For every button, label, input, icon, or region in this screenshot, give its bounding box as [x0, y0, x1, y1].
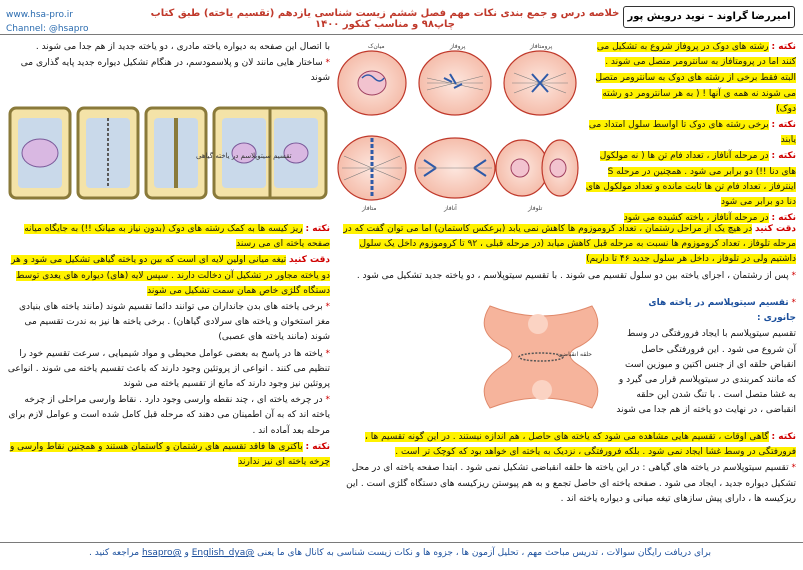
note-label: دقت کنید	[755, 224, 796, 234]
note-text: گاهی اوقات ، تقسیم هایی مشاهده می شود که یاخته های حاصل ، هم اندازه نیستند . در این گونه تقسیم ها ، فرورفتگی در وسط غشا ایجاد نمی شود . بلکه فرورفتگی ، نزدیک به یاخته ای خواهد بود که کوچک تر است .	[364, 432, 796, 458]
note-text: باکتری ها فاقد تقسیم های رشتمان و کاستمان هستند و همچنین نقاط وارسی و چرخه یاخته ای نیز ندارند	[9, 441, 330, 468]
bullet-marker: *	[325, 348, 330, 359]
bullet-marker: *	[791, 270, 796, 281]
stage-label: تلوفاز	[528, 205, 543, 212]
left-column-main	[6, 222, 330, 471]
note-paragraph	[335, 269, 796, 284]
author-box: امیررضا گراوند – نوید درویش پور	[623, 6, 795, 28]
document-title: خلاصه درس و جمع بندی نکات مهم فصل ششم زیست شناسی یازدهم (تقسیم یاخته) طبق کتاب چاپ۹۸ و مناسب کنکور ۱۴۰۰	[150, 8, 620, 30]
note-paragraph	[616, 327, 796, 418]
bullet-marker: *	[325, 302, 330, 313]
note-text: تیغه میانی اولین لایه ای است که بین دو یاخته گیاهی تشکیل می شود و هر دو یاخته مجاور در تشکیل آن دخالت دارند . سپس لایه (های) دیواره های یعدی توسط دستگاه گلژی خاص همان سمت تشکیل می شوند	[11, 255, 330, 296]
note-label: نکته :	[771, 120, 796, 131]
note-paragraph	[6, 440, 330, 470]
right-column-animal	[616, 296, 796, 420]
note-text: برخی رشته های دوک تا اواسط سلول امتداد می یابند	[588, 120, 796, 146]
footer-channel-link[interactable]: @English_dya	[191, 548, 255, 558]
note-text: در مرحله آنافاز ، یاخته کشیده می شود	[623, 213, 769, 224]
note-paragraph	[584, 118, 796, 148]
note-paragraph	[335, 461, 796, 507]
subtitle-paragraph	[616, 296, 796, 326]
note-paragraph	[6, 40, 330, 55]
note-text: یاخته ها در پاسخ به بعضی عوامل محیطی و مواد شیمیایی ، سرعت تقسیم خود را تنظیم می کنند . انواعی از پروتئین وجود دارند که باعث تقسیم یاخته می شوند . انواعی پروتئین نیز وجود دارند که مانع از تقسیم یاخته می شوند	[7, 348, 330, 390]
note-paragraph	[6, 347, 330, 393]
right-column-lower	[335, 430, 796, 508]
stage-label: پرومتافاز	[530, 43, 553, 50]
note-text: با اتصال این صفحه به دیواره یاخته مادری ، دو یاخته جدید از هم جدا می شوند .	[35, 42, 330, 52]
note-text: ریز کیسه ها به کمک رشته های دوک (بدون نیاز به میانک !!) به جایگاه میانه صفحه یاخته ای می رسند	[24, 224, 330, 250]
note-label: دقت کنید	[289, 255, 330, 266]
footer-suffix: مراجعه کنید .	[89, 548, 140, 558]
note-text: تقسیم سیتوپلاسم در یاخته های گیاهی : در این یاخته ها حلقه انقباضی تشکیل نمی شود . ابتدا صفحه یاخته ای در محل تشکیل دیواره جدید ، ایجاد می شود . صفحه یاخته ای حاصل تجمع و به هم پیوستن ریزکیسه های دستگاه گلژی است . این ریزکیسه ها ، دارای پیش سازهای تیغه میانی و دیواره یاخته اند .	[346, 463, 796, 504]
note-label: نکته :	[771, 151, 796, 162]
right-column-upper	[584, 40, 796, 227]
contractile-ring-illustration	[470, 296, 612, 418]
note-text: رشته های دوک در پروفاز شروع به تشکیل می کنند اما در پرومتافاز به سانترومر متصل می شوند .	[596, 42, 796, 68]
note-label: نکته :	[305, 441, 330, 452]
note-paragraph	[335, 430, 796, 460]
footer-rule	[0, 542, 803, 543]
note-paragraph	[6, 393, 330, 439]
stage-label: میان‌ک	[368, 43, 385, 50]
ring-label: حلقه انقباضی	[558, 351, 592, 358]
bullet-marker: *	[791, 298, 796, 308]
note-paragraph	[584, 149, 796, 210]
note-paragraph	[335, 222, 796, 268]
plant-cytokinesis-figure	[6, 78, 330, 218]
bullet-marker: *	[791, 463, 796, 474]
note-text: ساختار هایی مانند لان و پلاسمودسم، در هنگام تشکیل دیواره جدید پایه گذاری می شوند	[20, 58, 330, 84]
note-paragraph	[584, 40, 796, 70]
note-text: پس از رشتمان ، اجزای یاخته بین دو سلول تقسیم می شوند . با تقسیم سیتوپلاسم ، دو یاخته جدید تشکیل می شود .	[356, 270, 789, 281]
note-label: نکته :	[771, 432, 796, 442]
footer	[40, 548, 760, 558]
header-links	[6, 8, 88, 36]
note-paragraph	[584, 71, 796, 117]
note-text: در هیچ یک از مراحل رشتمان ، تعداد کروموزوم ها کاهش نمی یابد (برعکس کاستمان) اما می توان گفت که در مرحله تلوفاز ، تعداد کروموزوم ها نسبت به مرحله قبل کاهش میابد (در مرحله قبلی ، ۹۲ تا کروموزوم داخل یک سلول داشتیم ولی در تلوفاز ، داخل هر سلول جدید ۴۶ تا داریم)	[343, 224, 796, 265]
stage-label: پروفاز	[450, 43, 466, 50]
site-link[interactable]: www.hsa-pro.ir	[6, 10, 73, 20]
stage-label: آنافاز	[444, 205, 457, 212]
note-text: در چرخه یاخته ای ، چند نقطه وارسی وجود دارد . نقاط وارسی مراحلی از چرخه یاخته اند که به آن اطمینان می دهند که مرحله قبل کامل شده است و عوامل لازم برای مرحله بعد آماده اند .	[8, 395, 330, 436]
note-label: نکته :	[771, 213, 796, 224]
right-column-middle	[335, 222, 796, 285]
note-paragraph	[6, 222, 330, 252]
note-paragraph	[6, 300, 330, 346]
bullet-marker: *	[325, 395, 330, 406]
note-text: تقسیم سیتوپلاسم با ایجاد فرورفتگی در وسط آن شروع می شود . این فرورفتگی حاصل انقباض حلقه ای از جنس اکتین و میوزین است که مانند کمربندی در سیتوپلاسم قرار می گیرد و به غشا متصل است . با تنگ شدن این حلقه انقباضی ، در نهایت دو یاخته از هم جدا می شوند	[616, 329, 796, 416]
note-text: در مرحله آنافاز ، تعداد فام تن ها ( نه مولکول های دنا !!) دو برابر می شود . همچنین در مرحله S اینترفاز ، تعداد فام تن ها ثابت مانده و تعداد مولکول های دنا دو برابر می شود	[585, 151, 796, 208]
note-text: البته فقط برخی از رشته های دوک به سانترومر متصل می شوند نه همه ی آنها ! ( به هر سانترومر دو رشته دوک)	[595, 73, 796, 114]
mitosis-stages-illustration	[332, 38, 580, 218]
footer-channel-link[interactable]: @hsapro	[141, 548, 182, 558]
header-rule	[0, 34, 803, 35]
note-label: نکته :	[771, 42, 796, 52]
note-paragraph	[6, 253, 330, 299]
footer-text: برای دریافت رایگان سوالات ، تدریس مباحث مهم ، تحلیل آزمون ها ، جزوه ها و نکات زیست شناسی به کانال های ما یعنی	[257, 548, 711, 558]
note-label: نکته :	[305, 224, 330, 234]
plant-figure-caption: تقسیم سیتوپلاسم در یاخته گیاهی	[196, 152, 292, 160]
plant-cell-division-illustration	[6, 78, 330, 218]
bullet-marker: *	[325, 58, 330, 69]
animal-cytokinesis-figure	[470, 296, 612, 418]
subtitle-text: تقسیم سیتوپلاسم در یاخته های جانوری :	[648, 298, 796, 324]
mitosis-stages-figure	[332, 38, 580, 218]
channel-link[interactable]: Channel: @hsapro	[6, 24, 89, 34]
note-text: برخی یاخته های بدن جانداران می توانند دائما تقسیم شوند (مانند یاخته های بنیادی مغز استخوان و یاخته های سرلادی گیاهان) . برخی یاخته ها نیز به ندرت تقسیم می شوند (مانند یاخته های عصبی)	[18, 302, 330, 343]
footer-conjunction: و	[184, 548, 189, 558]
stage-label: متافاز	[362, 205, 377, 212]
